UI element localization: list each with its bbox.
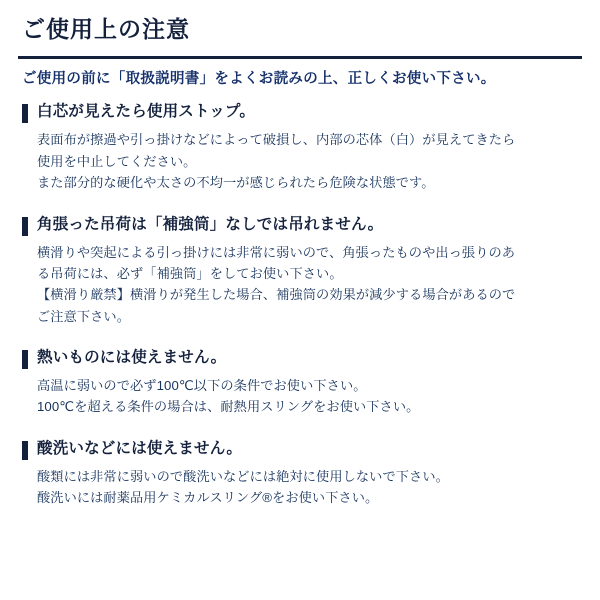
- section-body: [37, 375, 582, 418]
- section-body: [37, 466, 582, 509]
- section-body: [37, 242, 582, 328]
- notice-section-3: [18, 348, 582, 418]
- body-line: 横滑りや突起による引っ掛けには非常に弱いので、角張ったものや出っ張りのあ: [37, 244, 516, 260]
- section-marker-icon: [22, 217, 28, 236]
- body-line: 【横滑り厳禁】横滑りが発生した場合、補強筒の効果が減少する場合があるので: [37, 287, 516, 303]
- body-line: 酸洗いには耐薬品用ケミカルスリング®をお使い下さい。: [37, 490, 379, 506]
- page-title: ご使用上の注意: [22, 16, 190, 42]
- body-line: また部分的な硬化や太さの不均一が感じられたら危険な状態です。: [37, 175, 435, 191]
- section-title: 角張った吊荷は「補強筒」なしでは吊れません。: [37, 215, 384, 233]
- section-marker-icon: [22, 350, 28, 369]
- section-gap: [18, 425, 582, 439]
- notice-section-2: [18, 215, 582, 328]
- body-line: 表面布が擦過や引っ掛けなどによって破損し、内部の芯体（白）が見えてきたら: [37, 132, 516, 148]
- section-gap: [18, 334, 582, 348]
- notice-section-4: [18, 439, 582, 509]
- section-marker-icon: [22, 441, 28, 460]
- section-heading-row: [22, 348, 582, 369]
- section-heading-row: [22, 102, 582, 123]
- body-line: 酸類には非常に弱いので酸洗いなどには絶対に使用しないで下さい。: [37, 468, 449, 484]
- section-gap: [18, 201, 582, 215]
- body-line: 100℃を超える条件の場合は、耐熱用スリングをお使い下さい。: [37, 399, 420, 415]
- title-block: [18, 14, 582, 50]
- body-line: る吊荷には、必ず「補強筒」をしてお使い下さい。: [37, 265, 343, 281]
- body-line: 使用を中止してください。: [37, 153, 197, 169]
- notice-section-1: [18, 102, 582, 193]
- title-divider: [18, 56, 582, 59]
- section-title: 白芯が見えたら使用ストップ。: [37, 103, 256, 121]
- body-line: ご注意下さい。: [37, 308, 131, 324]
- section-heading-row: [22, 215, 582, 236]
- section-title: 酸洗いなどには使えません。: [37, 439, 243, 457]
- section-marker-icon: [22, 104, 28, 123]
- section-heading-row: [22, 439, 582, 460]
- section-body: [37, 129, 582, 193]
- section-title: 熱いものには使えません。: [37, 349, 227, 367]
- lead-paragraph: ご使用の前に「取扱説明書」をよくお読みの上、正しくお使い下さい。: [22, 70, 496, 87]
- body-line: 高温に弱いので必ず100℃以下の条件でお使い下さい。: [37, 378, 367, 394]
